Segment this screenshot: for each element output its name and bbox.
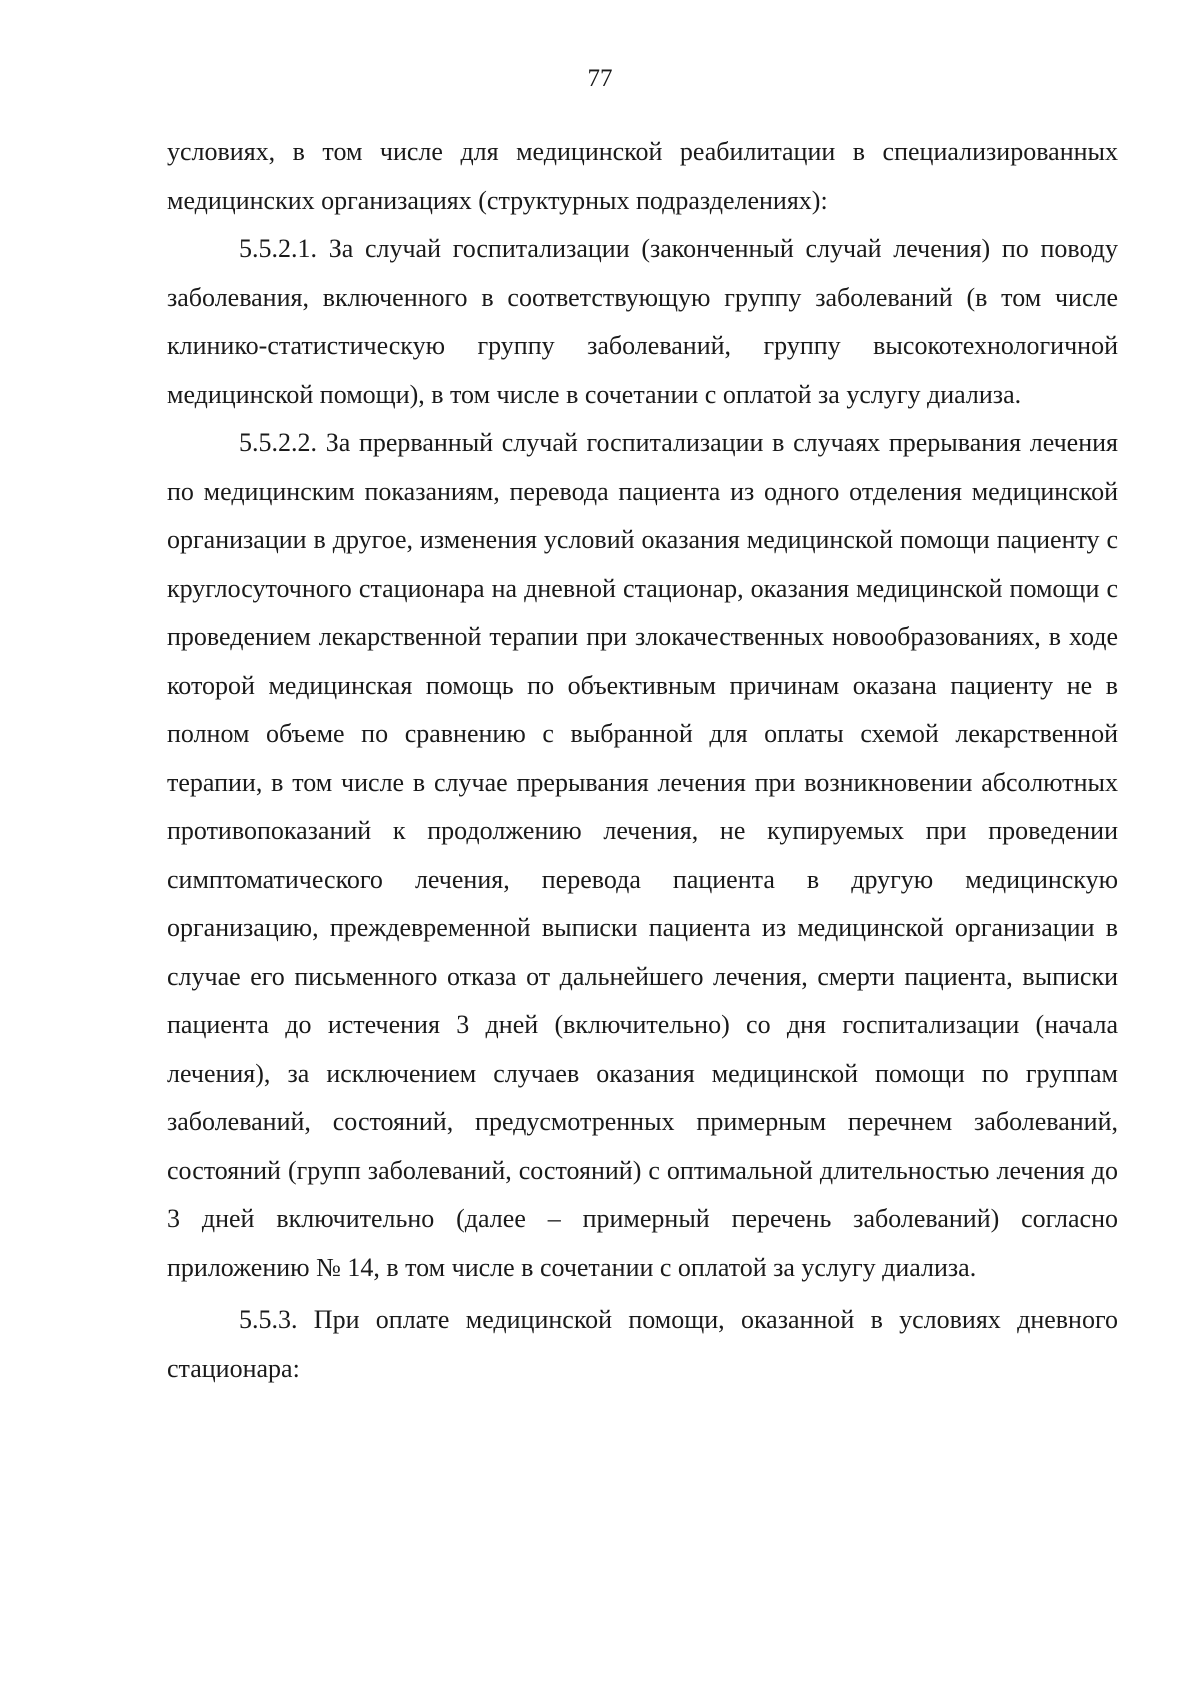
paragraph-continuation: условиях, в том числе для медицинской реабилитации в специализированных медицинских организациях (структурных подразделениях): [167, 137, 1118, 215]
paragraph-5-5-2-1: 5.5.2.1. За случай госпитализации (законченный случай лечения) по поводу заболевания, включенного в соответствующую группу заболеваний (в том числе клинико-статистическую группу заболеваний, группу высокотехнологичной медицинской помощи), в том числе в сочетании с оплатой за услугу диализа. [167, 234, 1118, 409]
paragraph-5-5-3: 5.5.3. При оплате медицинской помощи, оказанной в условиях дневного стационара: [167, 1305, 1118, 1383]
document-body [167, 128, 1118, 1393]
paragraph-5-5-2-2: 5.5.2.2. За прерванный случай госпитализации в случаях прерывания лечения по медицинским показаниям, перевода пациента из одного отделения медицинской организации в другое, изменения условий оказания медицинской помощи пациенту с круглосуточного стационара на дневной стационар, оказания медицинской помощи с проведением лекарственной терапии при злокачественных новообразованиях, в ходе которой медицинская помощь по объективным причинам оказана пациенту не в полном объеме по сравнению с выбранной для оплаты схемой лекарственной терапии, в том числе в случае прерывания лечения при возникновении абсолютных противопоказаний к продолжению лечения, не купируемых при проведении симптоматического лечения, перевода пациента в другую медицинскую организацию, преждевременной выписки пациента из медицинской организации в случае его письменного отказа от дальнейшего лечения, смерти пациента, выписки пациента до истечения 3 дней (включительно) со дня госпитализации (начала лечения), за исключением случаев оказания медицинской помощи по группам заболеваний, состояний, предусмотренных примерным перечнем заболеваний, состояний (групп заболеваний, состояний) с оптимальной длительностью лечения до 3 дней включительно (далее – примерный перечень заболеваний) согласно приложению № 14, в том числе в сочетании с оплатой за услугу диализа. [167, 428, 1118, 1282]
page-number: 77 [587, 65, 613, 92]
